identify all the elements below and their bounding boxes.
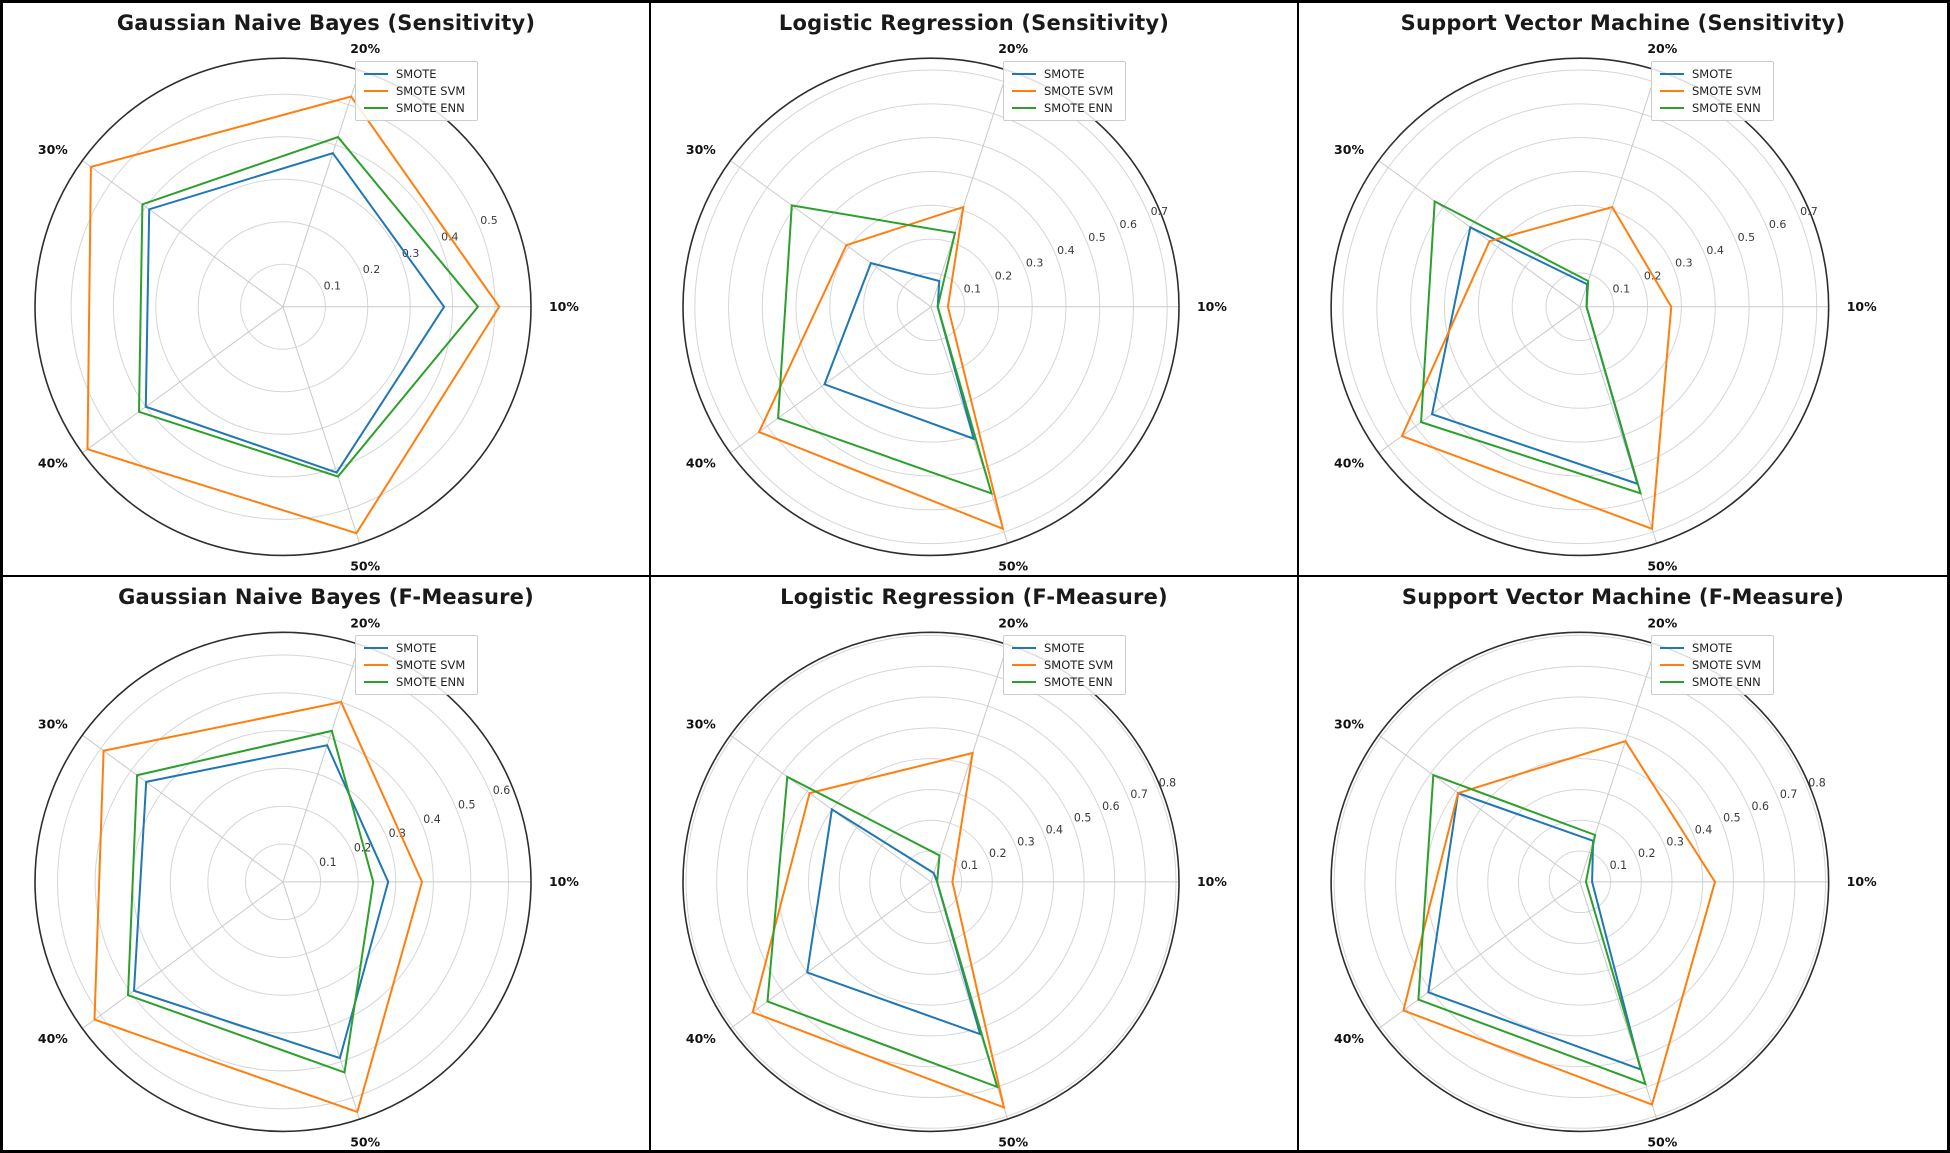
radial-tick-label: 0.1 — [323, 279, 342, 293]
radial-tick-label: 0.6 — [1751, 799, 1770, 813]
legend-line-swatch — [1660, 647, 1684, 649]
radial-tick-label: 0.6 — [1119, 217, 1137, 231]
radial-tick-label: 0.2 — [988, 846, 1007, 860]
radar-plot — [651, 3, 1297, 575]
series-polygon-smote-enn — [778, 205, 991, 493]
legend-line-swatch — [364, 73, 388, 75]
radial-tick-label: 0.3 — [1025, 256, 1044, 270]
legend-box — [355, 635, 478, 695]
legend-item — [1660, 675, 1761, 689]
legend-line-swatch — [1660, 107, 1684, 109]
legend-line-swatch — [1660, 681, 1684, 683]
category-label: 10% — [549, 873, 579, 889]
category-label: 50% — [998, 558, 1029, 574]
axis-spoke — [283, 644, 360, 881]
category-label: 10% — [1846, 873, 1877, 889]
legend-box — [355, 61, 478, 121]
legend-line-swatch — [1660, 73, 1684, 75]
radial-tick-label: 0.5 — [1073, 811, 1092, 825]
legend-item — [1012, 84, 1113, 98]
axis-spoke — [283, 70, 360, 306]
legend-label: SMOTE — [396, 67, 437, 81]
radial-tick-label: 0.8 — [1808, 775, 1826, 789]
legend-label: SMOTE ENN — [1044, 674, 1113, 689]
legend-line-swatch — [364, 664, 388, 666]
legend-item — [1012, 101, 1113, 115]
category-label: 20% — [350, 41, 381, 57]
radial-tick-label: 0.3 — [388, 826, 407, 840]
category-label: 20% — [350, 614, 381, 630]
radar-plot — [1299, 577, 1947, 1151]
legend-label: SMOTE SVM — [1692, 657, 1762, 672]
legend-box — [1651, 61, 1774, 121]
legend-line-swatch — [1012, 73, 1036, 75]
panel-lr-sensitivity — [651, 3, 1299, 577]
category-label: 10% — [549, 298, 579, 314]
radial-tick-label: 0.7 — [1800, 204, 1818, 218]
legend-box — [1003, 61, 1126, 121]
radial-tick-label: 0.1 — [963, 282, 982, 296]
chart-title: Logistic Regression (Sensitivity) — [778, 11, 1170, 35]
legend-item — [364, 675, 465, 689]
radial-tick-label: 0.3 — [1675, 256, 1693, 270]
radar-plot — [3, 3, 649, 575]
legend-line-swatch — [1012, 681, 1036, 683]
legend-label: SMOTE ENN — [1692, 674, 1761, 689]
legend-line-swatch — [1012, 90, 1036, 92]
legend-label: SMOTE ENN — [396, 674, 465, 689]
panel-svm-fmeasure — [1299, 577, 1947, 1151]
legend-item — [364, 67, 465, 81]
legend-line-swatch — [364, 90, 388, 92]
legend-item — [1660, 84, 1761, 98]
series-polygon-smote — [1432, 227, 1637, 483]
radial-tick-label: 0.6 — [492, 783, 511, 797]
legend-label: SMOTE — [1044, 67, 1085, 81]
category-label: 10% — [1197, 873, 1227, 889]
category-label: 10% — [1197, 298, 1227, 314]
category-label: 40% — [685, 455, 716, 471]
legend-label: SMOTE SVM — [1044, 84, 1114, 98]
axis-spoke — [82, 735, 283, 882]
category-label: 20% — [1647, 614, 1678, 630]
chart-title: Gaussian Naive Bayes (F-Measure) — [118, 584, 534, 609]
radial-tick-label: 0.7 — [1150, 204, 1169, 218]
legend-item — [1012, 675, 1113, 689]
legend-item — [1012, 641, 1113, 655]
legend-label: SMOTE — [396, 640, 437, 655]
radial-tick-label: 0.1 — [960, 858, 979, 872]
category-label: 30% — [685, 716, 716, 732]
legend-label: SMOTE SVM — [396, 84, 466, 98]
radial-tick-label: 0.5 — [1723, 811, 1741, 825]
legend-item — [364, 641, 465, 655]
axis-spoke — [1379, 161, 1580, 307]
category-label: 20% — [998, 41, 1029, 57]
radial-tick-label: 0.2 — [362, 263, 381, 277]
category-label: 30% — [685, 142, 716, 158]
legend-line-swatch — [1012, 107, 1036, 109]
radial-tick-label: 0.4 — [1045, 822, 1064, 836]
radial-tick-label: 0.7 — [1130, 787, 1148, 801]
radial-tick-label: 0.2 — [353, 841, 372, 855]
axis-spoke — [1379, 881, 1580, 1028]
legend-label: SMOTE SVM — [396, 657, 466, 672]
radial-tick-label: 0.4 — [1694, 822, 1713, 836]
series-polygon-smote — [146, 153, 444, 472]
legend-item — [364, 658, 465, 672]
radial-tick-label: 0.3 — [1017, 834, 1035, 848]
legend-item — [1012, 67, 1113, 81]
category-label: 50% — [1647, 1133, 1678, 1149]
axis-spoke — [283, 307, 360, 543]
legend-item — [1660, 641, 1761, 655]
legend-line-swatch — [1660, 90, 1684, 92]
legend-label: SMOTE — [1692, 67, 1733, 81]
radial-tick-label: 0.6 — [1768, 217, 1787, 231]
series-polygon-smote-svm — [88, 97, 500, 534]
category-label: 40% — [1334, 455, 1365, 471]
axis-spoke — [283, 881, 360, 1118]
category-label: 50% — [350, 1133, 381, 1149]
series-polygon-smote-svm — [95, 702, 423, 1112]
radial-tick-label: 0.5 — [458, 797, 476, 811]
radial-tick-label: 0.4 — [1706, 243, 1724, 257]
legend-line-swatch — [364, 681, 388, 683]
chart-title: Support Vector Machine (Sensitivity) — [1400, 11, 1846, 35]
radar-plot — [651, 577, 1297, 1151]
category-label: 20% — [998, 614, 1029, 630]
series-polygon-smote-enn — [1418, 775, 1645, 1084]
legend-item — [364, 84, 465, 98]
category-label: 50% — [350, 558, 381, 574]
axis-spoke — [1379, 735, 1580, 882]
radial-tick-label: 0.1 — [1612, 282, 1631, 296]
category-label: 30% — [1334, 716, 1365, 732]
series-polygon-smote-svm — [759, 207, 1003, 529]
radial-tick-label: 0.4 — [441, 230, 459, 244]
radial-tick-label: 0.6 — [1102, 799, 1120, 813]
radial-tick-label: 0.5 — [480, 214, 498, 228]
legend-item — [364, 101, 465, 115]
radar-plot — [1299, 3, 1947, 575]
axis-spoke — [730, 161, 931, 307]
radial-tick-label: 0.8 — [1158, 775, 1177, 789]
legend-box — [1651, 635, 1774, 695]
legend-label: SMOTE ENN — [396, 101, 465, 115]
chart-title: Support Vector Machine (F-Measure) — [1401, 584, 1845, 609]
category-label: 30% — [37, 142, 68, 158]
category-label: 30% — [37, 716, 68, 732]
legend-label: SMOTE — [1692, 640, 1733, 655]
legend-box — [1003, 635, 1126, 695]
legend-label: SMOTE — [1044, 640, 1085, 655]
legend-line-swatch — [1660, 664, 1684, 666]
radar-plot — [3, 577, 649, 1151]
category-label: 20% — [1647, 41, 1678, 57]
legend-line-swatch — [1012, 664, 1036, 666]
category-label: 40% — [37, 455, 68, 471]
category-label: 40% — [1334, 1030, 1365, 1046]
panel-gnb-sensitivity — [3, 3, 651, 577]
category-label: 10% — [1846, 298, 1877, 314]
category-label: 50% — [1647, 558, 1678, 574]
panel-gnb-fmeasure — [3, 577, 651, 1151]
category-label: 40% — [37, 1030, 68, 1046]
series-polygon-smote — [1428, 793, 1640, 1069]
legend-item — [1660, 658, 1761, 672]
chart-title: Logistic Regression (F-Measure) — [780, 584, 1168, 609]
legend-label: SMOTE SVM — [1692, 84, 1762, 98]
legend-label: SMOTE ENN — [1692, 101, 1761, 115]
radial-tick-label: 0.1 — [1609, 858, 1628, 872]
legend-label: SMOTE SVM — [1044, 657, 1114, 672]
legend-line-swatch — [1012, 647, 1036, 649]
panel-svm-sensitivity — [1299, 3, 1947, 577]
radial-tick-label: 0.5 — [1737, 230, 1756, 244]
category-label: 50% — [998, 1133, 1029, 1149]
axis-spoke — [730, 735, 931, 882]
radial-tick-label: 0.3 — [401, 246, 420, 260]
radial-tick-label: 0.2 — [1643, 269, 1662, 283]
radial-tick-label: 0.4 — [423, 812, 441, 826]
radial-tick-label: 0.2 — [1638, 846, 1656, 860]
radial-tick-label: 0.2 — [994, 269, 1013, 283]
radial-tick-label: 0.4 — [1057, 243, 1075, 257]
legend-line-swatch — [364, 107, 388, 109]
category-label: 30% — [1334, 142, 1365, 158]
legend-label: SMOTE ENN — [1044, 101, 1113, 115]
category-label: 40% — [685, 1030, 716, 1046]
radial-tick-label: 0.5 — [1088, 230, 1106, 244]
panel-lr-fmeasure — [651, 577, 1299, 1151]
legend-item — [1012, 658, 1113, 672]
legend-item — [1660, 67, 1761, 81]
legend-item — [1660, 101, 1761, 115]
legend-line-swatch — [364, 647, 388, 649]
radial-tick-label: 0.7 — [1779, 787, 1798, 801]
chart-title: Gaussian Naive Bayes (Sensitivity) — [116, 11, 536, 35]
radial-tick-label: 0.1 — [319, 855, 337, 869]
radial-tick-label: 0.3 — [1666, 834, 1684, 848]
